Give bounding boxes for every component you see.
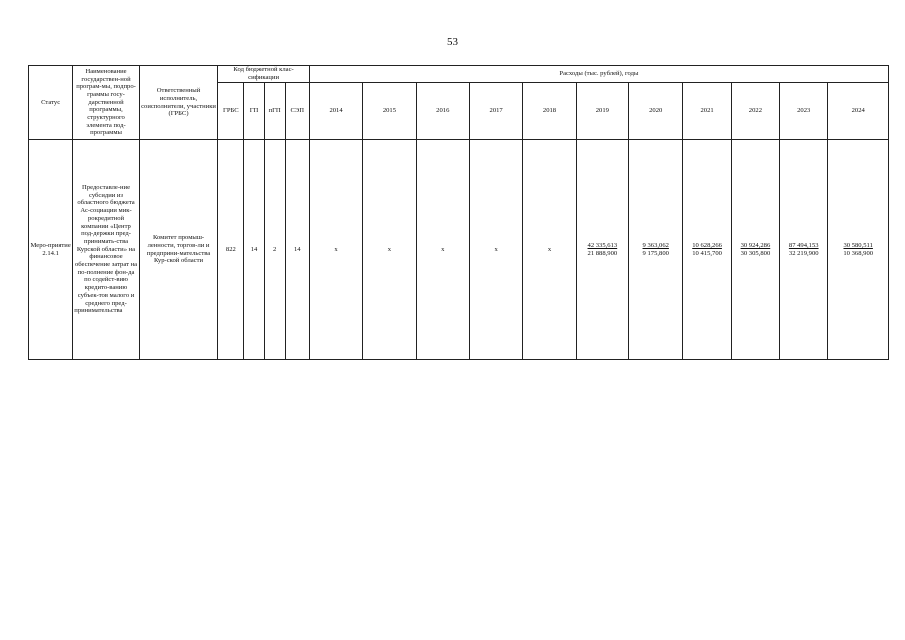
header-year: 2019 [576,83,628,140]
row-year-cell [363,140,416,360]
header-program-name: Наименование государствен-ной програм-мы, подпро-граммы госу-дарственной программы, структурного элемента под-программы [73,66,139,140]
header-year: 2024 [828,83,889,140]
amount-value: x [387,245,392,253]
row-year-cell [576,140,628,360]
header-code-gp: ГП [244,83,264,140]
header-year: 2014 [309,83,362,140]
row-code-grbs: 822 [218,140,244,360]
row-year-cell [309,140,362,360]
header-status: Статус [29,66,73,140]
row-year-cell [828,140,889,360]
header-year: 2016 [416,83,469,140]
header-year: 2020 [629,83,683,140]
row-code-gp: 14 [244,140,264,360]
budget-table [28,65,889,360]
row-year-cell [683,140,731,360]
header-code-grbs: ГРБС [218,83,244,140]
table-row [29,140,889,360]
amount-total: 30 580,511 [843,241,873,249]
header-row-1 [29,66,889,83]
row-year-cell [780,140,828,360]
header-year: 2017 [469,83,522,140]
amount-value: x [494,245,498,253]
header-budget-code: Код бюджетной клас-сификации [218,66,310,83]
header-code-pgp: пГП [264,83,285,140]
header-code-sep: СЭП [285,83,309,140]
row-responsible: Комитет промыш-ленности, торгов-ли и предприни-мательства Кур-ской области [139,140,218,360]
amount-total: 10 628,266 [692,241,722,249]
header-responsible: Ответственный исполнитель, соисполнители, участники (ГРБС) [139,66,218,140]
amount-total: 30 924,286 [740,241,771,249]
amount-total: 87 494,153 [788,241,819,249]
row-year-cell [469,140,522,360]
header-expenses: Расходы (тыс. рублей), годы [309,66,888,83]
row-year-cell [731,140,779,360]
amount-part: 9 175,800 [642,249,669,257]
header-year: 2022 [731,83,779,140]
page-number: 53 [447,36,458,48]
amount-part: 10 415,700 [692,249,722,257]
header-year: 2015 [363,83,416,140]
amount-value: x [334,245,338,253]
row-year-cell [416,140,469,360]
row-program-name: Предоставле-ние субсидии из областного бюджета Ас-социации мик-рокредитной компании «Центр под-держки пред-принимать-ства Курской области» на финансовое обеспечение затрат на по-полнение фон-да по содейст-вию кредито-ванию субъек-тов малого и среднего пред-принимательства [73,140,139,360]
amount-part: 10 368,900 [843,249,874,257]
amount-value: x [441,245,445,253]
header-year: 2023 [780,83,828,140]
row-year-cell [523,140,576,360]
header-year: 2018 [523,83,576,140]
amount-total: 9 363,062 [642,241,669,249]
row-code-pgp: 2 [264,140,285,360]
amount-value: x [547,245,552,253]
row-year-cell [629,140,683,360]
row-code-sep: 14 [285,140,309,360]
amount-total: 42 335,613 [587,241,618,249]
amount-part: 32 219,900 [788,249,819,257]
row-status: Меро-приятие 2.14.1 [29,140,73,360]
amount-part: 21 888,900 [587,249,618,257]
header-year: 2021 [683,83,731,140]
amount-part: 30 305,800 [740,249,771,257]
